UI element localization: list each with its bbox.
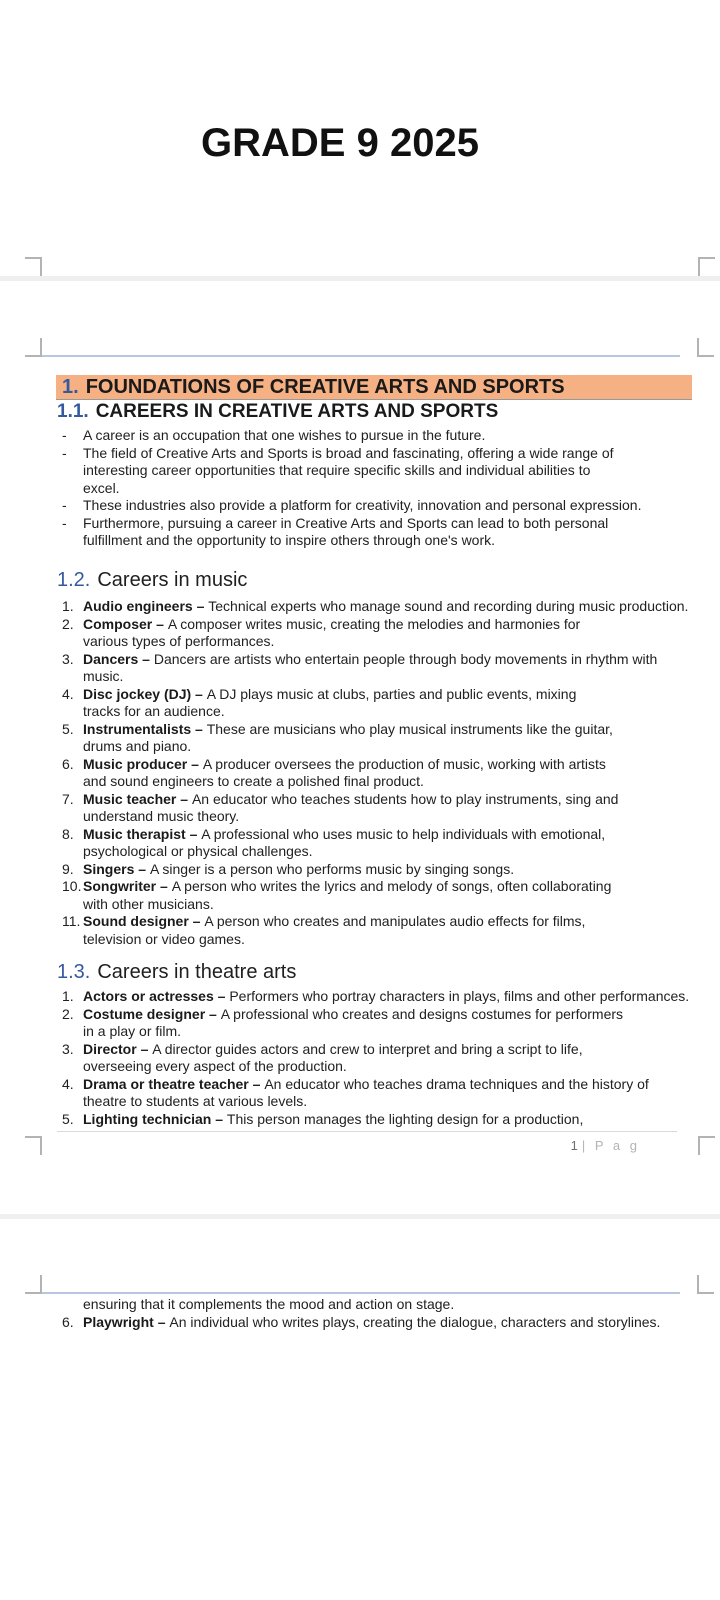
list-item bbox=[57, 1006, 697, 1041]
list-item bbox=[57, 686, 697, 721]
dash-separator: – bbox=[211, 1110, 227, 1127]
career-description: A producer oversees the production of music, working with artists bbox=[202, 755, 606, 772]
career-description: A professional who creates and designs costumes for performers bbox=[220, 1005, 624, 1022]
list-item-number: 6. bbox=[62, 755, 74, 772]
section-heading-1 bbox=[56, 375, 692, 400]
list-item-number: 2. bbox=[62, 615, 74, 632]
career-description-continued: and sound engineers to create a polished final product. bbox=[83, 773, 424, 789]
heading-number: 1.3. bbox=[57, 961, 91, 983]
career-term: Disc jockey (DJ) bbox=[83, 685, 192, 702]
list-item-number: 3. bbox=[62, 1040, 74, 1057]
dash-separator: – bbox=[188, 913, 205, 929]
list-item bbox=[57, 616, 697, 651]
list-item bbox=[57, 988, 697, 1006]
intro-bullet-list bbox=[57, 427, 697, 550]
dash-separator: – bbox=[134, 860, 150, 877]
bullet-marker: - bbox=[62, 514, 67, 531]
bullet-marker: - bbox=[62, 427, 67, 443]
career-term: Instrumentalists bbox=[83, 720, 192, 737]
list-item-number: 1. bbox=[62, 598, 74, 614]
career-term: Composer bbox=[83, 615, 153, 632]
continuation-text: ensuring that it complements the mood and action on stage. bbox=[83, 1296, 455, 1312]
list-item bbox=[57, 756, 697, 791]
music-careers-list bbox=[57, 598, 697, 948]
career-description: A composer writes music, creating the melodies and harmonies for bbox=[167, 615, 581, 632]
dash-separator: – bbox=[248, 1075, 265, 1092]
footer-divider bbox=[57, 1131, 677, 1132]
dash-separator: – bbox=[138, 650, 154, 667]
career-term: Music therapist bbox=[83, 825, 186, 842]
career-description: An individual who writes plays, creating the dialogue, characters and storylines. bbox=[169, 1313, 661, 1330]
text-boundary-line bbox=[42, 355, 680, 357]
career-term: Director bbox=[83, 1040, 137, 1057]
career-description-continued: tracks for an audience. bbox=[83, 703, 225, 719]
bullet-item bbox=[57, 497, 697, 515]
list-item bbox=[57, 861, 697, 879]
crop-mark-icon bbox=[25, 1275, 42, 1294]
bullet-text: The field of Creative Arts and Sports is broad and fascinating, offering a wide range of bbox=[83, 444, 614, 461]
list-item-number: 5. bbox=[62, 1110, 74, 1127]
page-separator bbox=[0, 1214, 720, 1219]
career-description-continued: music. bbox=[83, 668, 124, 684]
heading-number: 1.1. bbox=[57, 401, 89, 422]
dash-separator: – bbox=[191, 685, 207, 702]
bullet-text: A career is an occupation that one wishes to pursue in the future. bbox=[83, 427, 486, 443]
section-heading-1-3 bbox=[57, 961, 296, 984]
career-description: Technical experts who manage sound and recording during music production. bbox=[208, 598, 689, 614]
career-term: Actors or actresses bbox=[83, 988, 214, 1004]
career-term: Dancers bbox=[83, 650, 139, 667]
dash-separator: – bbox=[156, 878, 172, 894]
career-description: A singer is a person who performs music by singing songs. bbox=[149, 860, 515, 877]
heading-text: CAREERS IN CREATIVE ARTS AND SPORTS bbox=[95, 401, 499, 422]
career-description-continued: theatre to students at various levels. bbox=[83, 1093, 308, 1109]
list-item-number: 2. bbox=[62, 1005, 74, 1022]
list-item bbox=[57, 1314, 697, 1332]
career-description: An educator who teaches students how to play instruments, sing and bbox=[191, 790, 619, 807]
list-item-number: 10. bbox=[62, 878, 82, 894]
career-description-continued: psychological or physical challenges. bbox=[83, 843, 313, 859]
list-item-number: 7. bbox=[62, 790, 74, 807]
dash-separator: – bbox=[191, 720, 207, 737]
career-description: This person manages the lighting design for a production, bbox=[226, 1110, 584, 1127]
dash-separator: – bbox=[205, 1005, 221, 1022]
bullet-text-continued: fulfillment and the opportunity to inspire others through one's work. bbox=[83, 532, 496, 548]
page-footer bbox=[57, 1138, 640, 1153]
list-item bbox=[57, 1111, 697, 1129]
list-item-number: 3. bbox=[62, 650, 74, 667]
list-item-number: 4. bbox=[62, 1075, 74, 1092]
career-description: A director guides actors and crew to interpret and bring a script to life, bbox=[152, 1040, 583, 1057]
section-heading-1-2 bbox=[57, 569, 247, 592]
bullet-marker: - bbox=[62, 444, 67, 461]
list-item-continuation bbox=[57, 1296, 697, 1314]
career-description: These are musicians who play musical instruments like the guitar, bbox=[206, 720, 613, 737]
list-item-number: 9. bbox=[62, 860, 74, 877]
career-term: Songwriter bbox=[83, 878, 157, 894]
career-term: Lighting technician bbox=[83, 1110, 212, 1127]
bullet-text: Furthermore, pursuing a career in Creative Arts and Sports can lead to both personal bbox=[83, 514, 609, 531]
career-description-continued: in a play or film. bbox=[83, 1023, 182, 1039]
list-item bbox=[57, 1041, 697, 1076]
bullet-text: These industries also provide a platform for creativity, innovation and personal expression. bbox=[83, 497, 642, 513]
career-description-continued: overseeing every aspect of the production. bbox=[83, 1058, 347, 1074]
career-term: Singers bbox=[83, 860, 135, 877]
list-item-number: 4. bbox=[62, 685, 74, 702]
career-description-continued: with other musicians. bbox=[83, 895, 214, 912]
list-item bbox=[57, 598, 697, 616]
career-term: Music teacher bbox=[83, 790, 177, 807]
career-term: Music producer bbox=[83, 755, 188, 772]
list-item-number: 5. bbox=[62, 720, 74, 737]
crop-mark-icon bbox=[697, 338, 714, 357]
career-description-continued: drums and piano. bbox=[83, 738, 192, 754]
career-term: Drama or theatre teacher bbox=[83, 1075, 249, 1092]
list-item-number: 1. bbox=[62, 988, 74, 1004]
list-item bbox=[57, 913, 697, 948]
list-item bbox=[57, 826, 697, 861]
dash-separator: – bbox=[187, 755, 203, 772]
dash-separator: – bbox=[152, 615, 168, 632]
career-description-continued: understand music theory. bbox=[83, 808, 240, 824]
list-item-number: 8. bbox=[62, 825, 74, 842]
career-term: Playwright bbox=[83, 1313, 154, 1330]
list-item bbox=[57, 721, 697, 756]
heading-text: FOUNDATIONS OF CREATIVE ARTS AND SPORTS bbox=[85, 376, 565, 398]
text-boundary-line bbox=[42, 1292, 680, 1294]
heading-text: Careers in theatre arts bbox=[97, 961, 297, 983]
theatre-careers-list-continued bbox=[57, 1296, 697, 1331]
dash-separator: – bbox=[157, 1313, 166, 1330]
bullet-text-continued: interesting career opportunities that require specific skills and individual abilities to bbox=[83, 462, 591, 478]
career-description-continued: various types of performances. bbox=[83, 633, 275, 649]
theatre-careers-list bbox=[57, 988, 697, 1128]
career-description: A professional who uses music to help individuals with emotional, bbox=[201, 825, 606, 842]
crop-mark-icon bbox=[25, 1136, 42, 1155]
bullet-item bbox=[57, 445, 697, 498]
page-number: 1 bbox=[570, 1138, 578, 1153]
bullet-marker: - bbox=[62, 497, 67, 513]
dash-separator: – bbox=[136, 1040, 153, 1057]
list-item-number: 11. bbox=[62, 913, 81, 929]
list-item bbox=[57, 791, 697, 826]
dash-separator: – bbox=[192, 598, 209, 614]
list-item bbox=[57, 651, 697, 686]
bullet-text-continued: excel. bbox=[83, 479, 120, 496]
crop-mark-icon bbox=[698, 257, 715, 276]
career-description: A person who writes the lyrics and melody of songs, often collaborating bbox=[171, 878, 612, 894]
crop-mark-icon bbox=[698, 1136, 715, 1155]
career-term: Sound designer bbox=[83, 913, 189, 929]
heading-number: 1. bbox=[62, 376, 79, 398]
list-item-number: 6. bbox=[62, 1313, 74, 1330]
bullet-item bbox=[57, 427, 697, 445]
crop-mark-icon bbox=[25, 338, 42, 357]
section-heading-1-1 bbox=[57, 401, 498, 423]
bullet-item bbox=[57, 515, 697, 550]
career-description: Dancers are artists who entertain people through body movements in rhythm with bbox=[153, 650, 658, 667]
career-term: Audio engineers bbox=[83, 598, 193, 614]
career-description: A DJ plays music at clubs, parties and public events, mixing bbox=[206, 685, 577, 702]
page-separator bbox=[0, 276, 720, 281]
heading-text: Careers in music bbox=[97, 569, 248, 591]
document-title: GRADE 9 2025 bbox=[201, 121, 479, 165]
heading-number: 1.2. bbox=[57, 569, 91, 591]
page-word: | P a g bbox=[581, 1138, 640, 1153]
career-description-continued: television or video games. bbox=[83, 930, 245, 947]
dash-separator: – bbox=[176, 790, 192, 807]
dash-separator: – bbox=[213, 988, 230, 1004]
career-term: Costume designer bbox=[83, 1005, 206, 1022]
career-description: A person who creates and manipulates audio effects for films, bbox=[204, 913, 586, 929]
crop-mark-icon bbox=[697, 1275, 714, 1294]
career-description: An educator who teaches drama techniques and the history of bbox=[264, 1075, 649, 1092]
list-item bbox=[57, 1076, 697, 1111]
career-description: Performers who portray characters in plays, films and other performances. bbox=[229, 988, 690, 1004]
list-item bbox=[57, 878, 697, 913]
crop-mark-icon bbox=[25, 257, 42, 276]
dash-separator: – bbox=[185, 825, 202, 842]
